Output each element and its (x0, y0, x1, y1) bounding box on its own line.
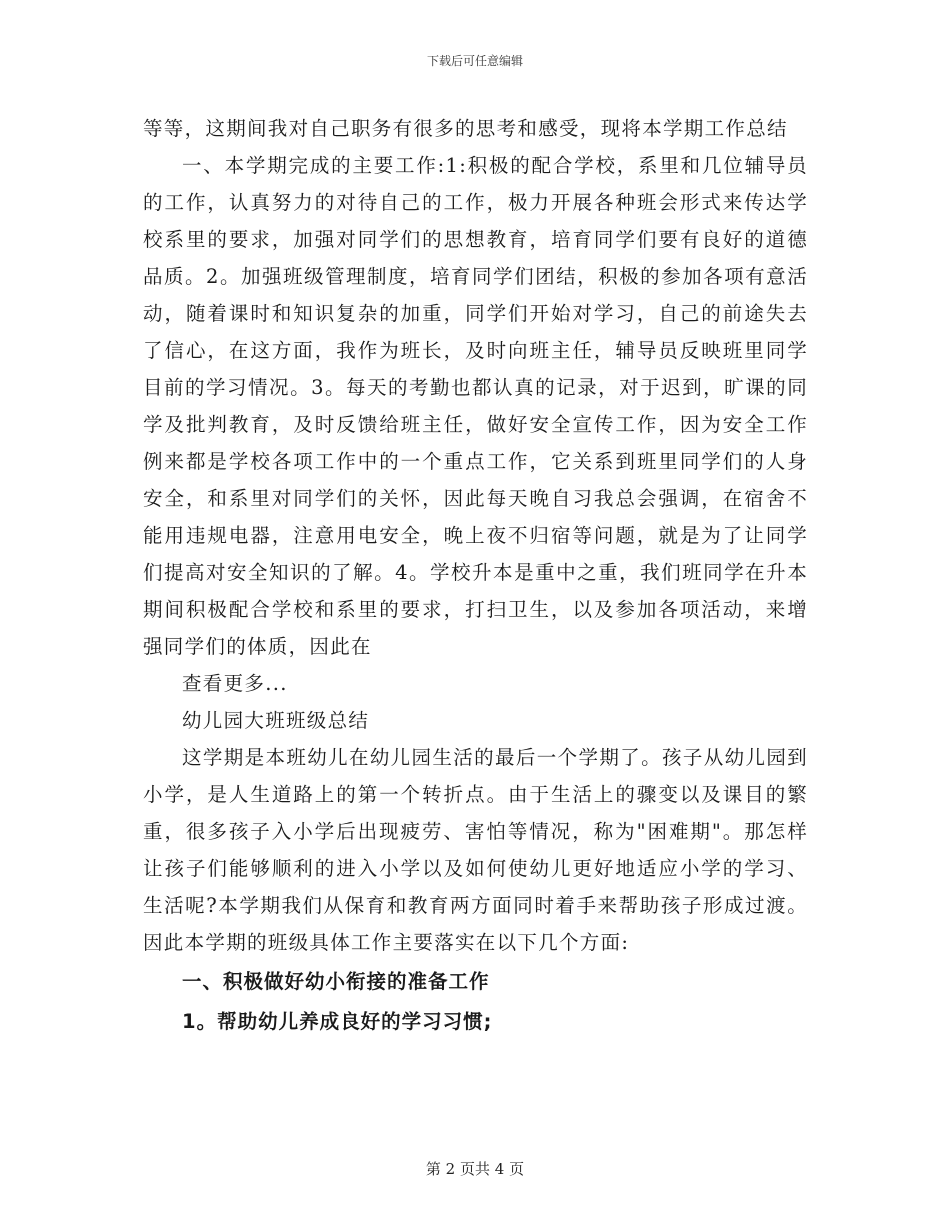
paragraph-intro: 这学期是本班幼儿在幼儿园生活的最后一个学期了。孩子从幼儿园到小学，是人生道路上的第一个转折点。由于生活上的骤变以及课目的繁重，很多孩子入小学后出现疲劳、害怕等情况，称为"困难期"。那怎样让孩子们能够顺利的进入小学以及如何使幼儿更好地适应小学的学习、生活呢?本学期我们从保育和教育两方面同时着手来帮助孩子形成过渡。因此本学期的班级具体工作主要落实在以下几个方面: (143, 746, 808, 954)
document-body (143, 110, 808, 1041)
heading-level-1: 一、积极做好幼小衔接的准备工作 (182, 970, 490, 993)
paragraph-continuation: 等等，这期间我对自己职务有很多的思考和感受，现将本学期工作总结 (143, 117, 788, 140)
section-title: 幼儿园大班班级总结 (182, 709, 370, 732)
view-more-link[interactable]: 查看更多... (182, 672, 288, 695)
heading-level-2: 1。帮助幼儿养成良好的学习习惯; (182, 1010, 493, 1033)
page-footer: 第 2 页共 4 页 (425, 1160, 525, 1178)
page-header: 下载后可任意编辑 (426, 54, 523, 68)
paragraph-main-work: 一、本学期完成的主要工作:1:积极的配合学校，系里和几位辅导员的工作，认真努力的对待自己的工作，极力开展各种班会形式来传达学校系里的要求，加强对同学们的思想教育，培育同学们要有良好的道德品质。2。加强班级管理制度，培育同学们团结，积极的参加各项有意活动，随着课时和知识复杂的加重，同学们开始对学习，自己的前途失去了信心，在这方面，我作为班长，及时向班主任，辅导员反映班里同学目前的学习情况。3。每天的考勤也都认真的记录，对于迟到，旷课的同学及批判教育，及时反馈给班主任，做好安全宣传工作，因为安全工作例来都是学校各项工作中的一个重点工作，它关系到班里同学们的人身安全，和系里对同学们的关怀，因此每天晚自习我总会强调，在宿舍不能用违规电器，注意用电安全，晚上夜不归宿等问题，就是为了让同学们提高对安全知识的了解。4。学校升本是重中之重，我们班同学在升本期间积极配合学校和系里的要求，打扫卫生，以及参加各项活动，来增强同学们的体质，因此在 (143, 154, 808, 658)
